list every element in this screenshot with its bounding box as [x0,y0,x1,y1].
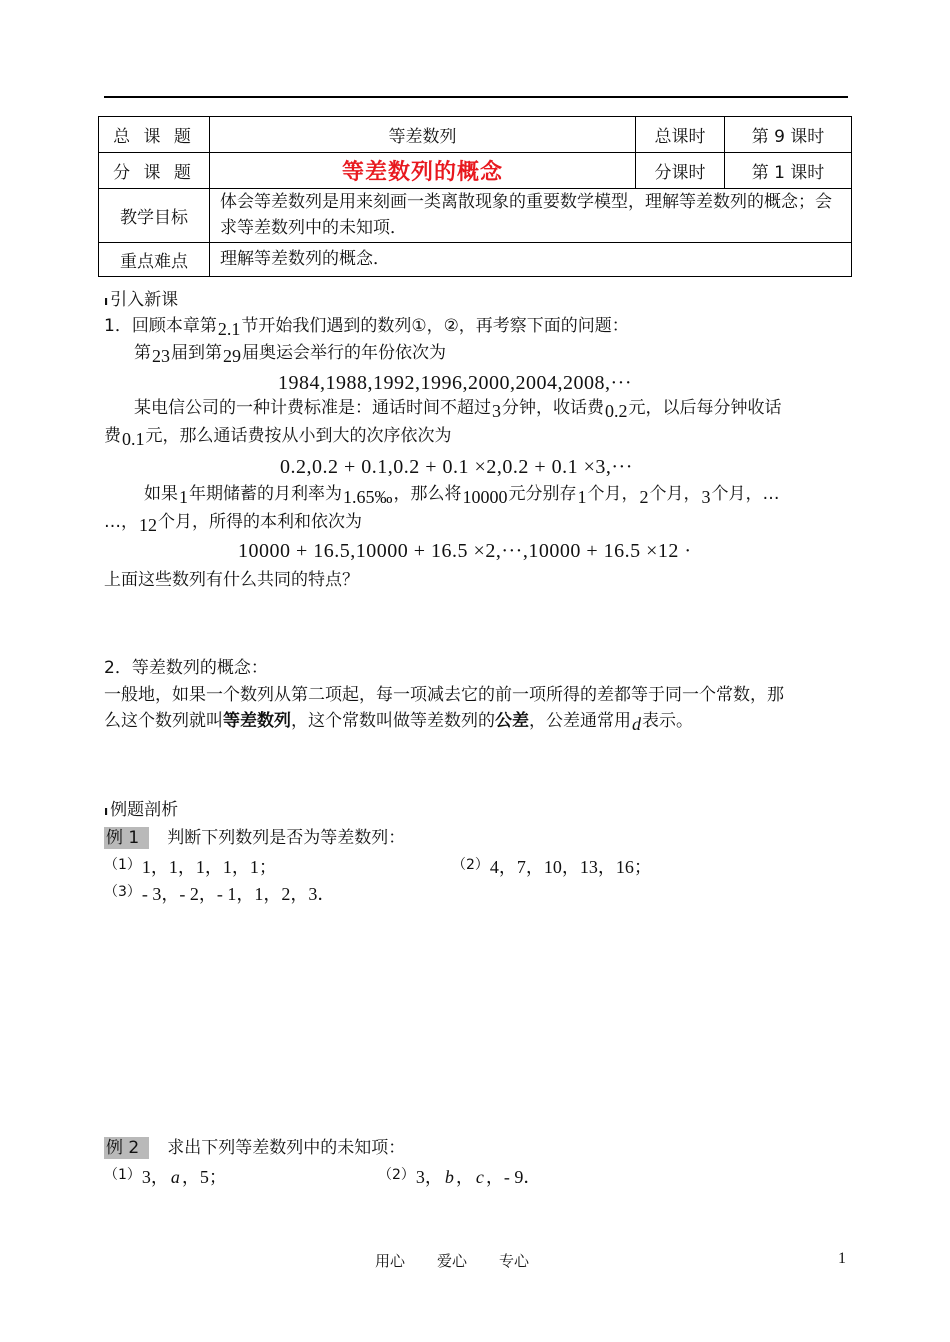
term-common-difference: 公差 [495,711,529,731]
total-topic-value: 等差数列 [210,117,636,153]
sequence-call-fees: 0.2,0.2 + 0.1,0.2 + 0.1 ×2,0.2 + 0.1 ×3,··· [280,456,633,478]
example2-prompt: 例 2 求出下列等差数列中的未知项： [106,1138,406,1158]
sequence-savings: 10000 + 16.5,10000 + 16.5 ×2,···,10000 + 16.5 ×12 · [238,540,692,562]
term-arithmetic-sequence: 等差数列 [223,711,291,731]
example2-q1: （1）3， a ，5； [104,1167,227,1187]
section-examples-heading: ı 例题剖析 [104,800,179,820]
telecom-line-1: 某电信公司的一种计费标准是：通话时间不超过3分钟，收话费0.2元，以后每分钟收话 [134,398,782,421]
olympics-line: 第23届到第29届奥运会举行的年份依次为 [134,343,446,366]
intro-item1-line: 1．回顾本章第2.1节开始我们遇到的数列①，②，再考察下面的问题： [104,316,629,339]
common-feature-question: 上面这些数列有什么共同的特点？ [104,570,359,590]
definition-line-2: 么这个数列就叫等差数列，这个常数叫做等差数列的公差，公差通常用d表示。 [104,711,693,734]
total-hours-label: 总课时 [636,117,725,153]
savings-line-2: …，12个月，所得的本利和依次为 [104,512,362,535]
lesson-header-table [98,116,852,277]
section-marker-icon: ı [104,294,109,308]
page-number: 1 [838,1250,846,1267]
top-rule [104,96,848,98]
sub-topic-title: 等差数列的概念 [341,160,503,185]
definition-line-1: 一般地，如果一个数列从第二项起，每一项减去它的前一项所得的差都等于同一个常数，那 [104,685,784,705]
objectives-label: 教学目标 [99,189,210,243]
example1-q1: （1）1，1，1，1，1； [104,857,277,877]
section-intro-heading: ı 引入新课 [104,290,179,310]
section-marker-icon: ı [104,804,109,818]
example1-q2: （2）4，7，10，13，16； [452,857,652,877]
header-row-key-points [99,242,852,276]
telecom-line-2: 费0.1元，那么通话费按从小到大的次序依次为 [104,426,452,449]
example1-prompt: 例 1 判断下列数列是否为等差数列： [106,828,406,848]
header-row-sub-topic [99,153,852,189]
sub-topic-label: 分 课 题 [99,153,210,189]
example2-label: 例 2 [104,1137,149,1159]
savings-line-1: 如果1年期储蓄的月利率为1.65‰，那么将10000元分别存1个月，2个月，3个月，… [144,484,780,507]
example2-q2: （2）3， b ， c ，- 9． [378,1167,542,1187]
sub-hours-value: 第 1 课时 [725,153,852,189]
header-row-total-topic [99,117,852,153]
sub-hours-label: 分课时 [636,153,725,189]
key-points-text: 理解等差数列的概念． [210,242,852,276]
objectives-text: 体会等差数列是用来刻画一类离散现象的重要数学模型，理解等差数列的概念；会求等差数列中的未知项． [210,189,852,243]
total-hours-value: 第 9 课时 [725,117,852,153]
key-points-label: 重点难点 [99,242,210,276]
sequence-olympic-years: 1984,1988,1992,1996,2000,2004,2008,··· [278,372,632,394]
concept-heading: 2．等差数列的概念： [104,658,268,678]
header-row-objectives [99,189,852,243]
example1-q3: （3）- 3，- 2，- 1，1，2，3． [104,884,336,904]
total-topic-label: 总 课 题 [99,117,210,153]
example1-label: 例 1 [104,827,149,849]
page-footer: 用心 爱心 专心 [375,1252,530,1270]
